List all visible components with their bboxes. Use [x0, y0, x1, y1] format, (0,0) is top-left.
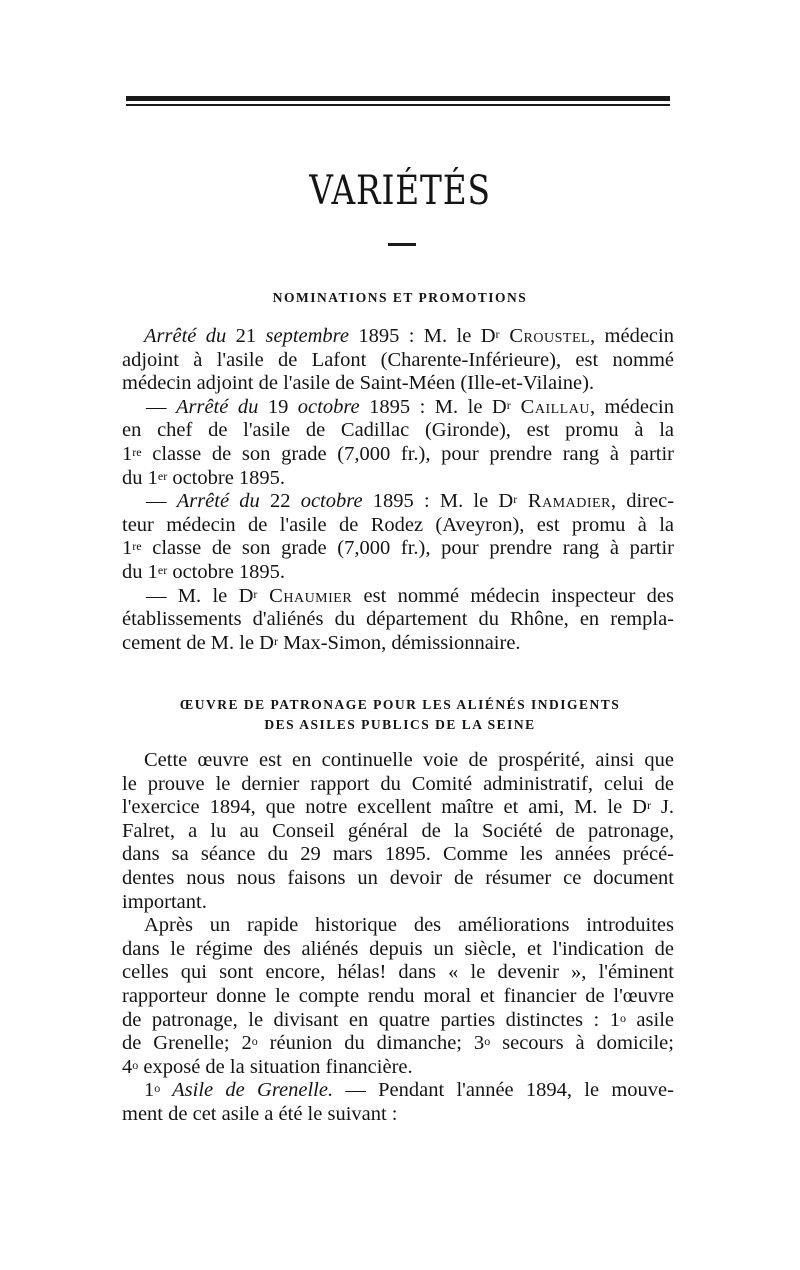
- text-line: Après un rapide historique des améliorations introduites: [144, 914, 674, 937]
- text-line: rapporteur donne le compte rendu moral et financier de l'œuvre: [122, 984, 674, 1007]
- title-dash-divider: [388, 243, 416, 246]
- text-line: Falret, a lu au Conseil général de la Société de patronage,: [122, 819, 674, 842]
- text-line: 1re classe de son grade (7,000 fr.), pour prendre rang à partir: [122, 442, 674, 465]
- text-line: — Arrêté du 19 octobre 1895 : M. le $D^r$ Caillau, médecin: [146, 395, 674, 418]
- text-line: 1$^o$ Asile de Grenelle. — Pendant l'année 1894, le mouve-: [144, 1079, 674, 1102]
- section-heading-oeuvre-line-1: ŒUVRE DE PATRONAGE POUR LES ALIÉNÉS INDIGENTS: [179, 697, 621, 712]
- oeuvre-text: [122, 749, 674, 1127]
- nominations-text: [122, 325, 674, 655]
- text-line: Cette œuvre est en continuelle voie de prospérité, ainsi que: [144, 749, 674, 771]
- header-rule-thick: [126, 96, 670, 101]
- text-line: dentes nous nous faisons un devoir de résumer ce document: [122, 866, 674, 889]
- section-heading-nominations: NOMINATIONS ET PROMOTIONS: [272, 290, 528, 305]
- page-title: VARIÉTÉS: [309, 168, 491, 214]
- text-line: l'exercice 1894, que notre excellent maître et ami, M. le $D^r$ J.: [122, 796, 674, 819]
- text-line: cement de M. le $D^r$ Max-Simon, démissionnaire.: [122, 631, 521, 654]
- section-heading-oeuvre-line-2: DES ASILES PUBLICS DE LA SEINE: [264, 717, 536, 732]
- header-rule-thin: [126, 104, 670, 106]
- text-line: celles qui sont encore, hélas! dans « le devenir », l'éminent: [122, 961, 674, 984]
- text-line: de Grenelle; 2$^o$ réunion du dimanche; 3$^o$ secours à domicile;: [122, 1032, 674, 1055]
- text-line: Arrêté du 21 septembre 1895 : M. le $D^r$ Croustel, médecin: [144, 325, 674, 347]
- text-line: 1re classe de son grade (7,000 fr.), pour prendre rang à partir: [122, 537, 674, 560]
- text-line: dans le régime des aliénés depuis un siècle, et l'indication de: [122, 937, 674, 960]
- text-line: — M. le $D^r$ Chaumier est nommé médecin inspecteur des: [146, 584, 674, 607]
- text-line: dans sa séance du 29 mars 1895. Comme les années précé-: [122, 843, 674, 866]
- text-line: — Arrêté du 22 octobre 1895 : M. le $D^r$ Ramadier, direc-: [146, 490, 675, 513]
- text-line: établissements d'aliénés du département du Rhône, en rempla-: [122, 608, 674, 631]
- text-line: 4$^o$ exposé de la situation financière.: [122, 1055, 413, 1078]
- text-line: teur médecin de l'asile de Rodez (Aveyron), est promu à la: [122, 513, 674, 536]
- text-line: médecin adjoint de l'asile de Saint-Méen (Ille-et-Vilaine).: [122, 372, 595, 395]
- text-line: important.: [122, 890, 207, 913]
- text-line: de patronage, le divisant en quatre parties distinctes : 1$^o$ asile: [122, 1008, 675, 1031]
- text-line: du 1er octobre 1895.: [122, 466, 286, 489]
- text-line: ment de cet asile a été le suivant :: [122, 1102, 398, 1125]
- text-line: du 1er octobre 1895.: [122, 560, 286, 583]
- text-line: adjoint à l'asile de Lafont (Charente-Inférieure), est nommé: [122, 348, 674, 371]
- text-line: en chef de l'asile de Cadillac (Gironde), est promu à la: [122, 419, 674, 442]
- text-line: le prouve le dernier rapport du Comité administratif, celui de: [122, 772, 674, 795]
